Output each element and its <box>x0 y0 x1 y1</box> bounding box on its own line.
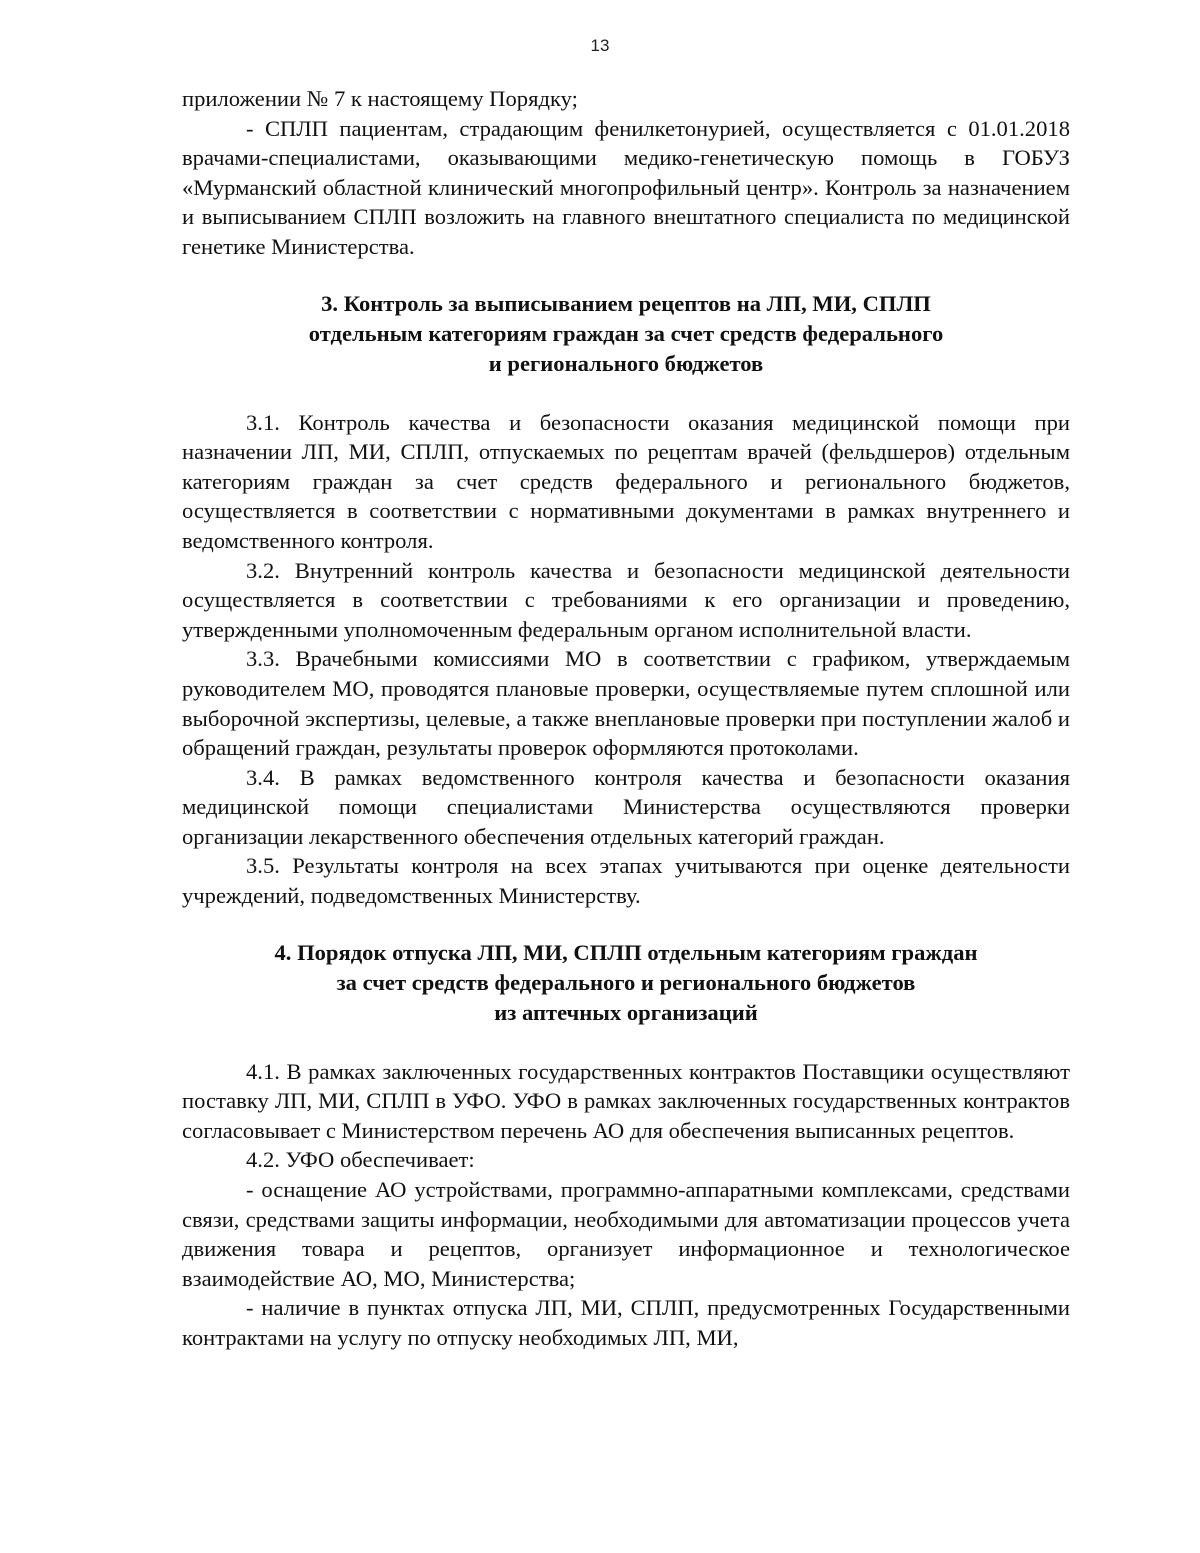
heading-line: из аптечных организаций <box>494 999 758 1025</box>
paragraph-3-1: 3.1. Контроль качества и безопасности оказания медицинской помощи при назначении ЛП, МИ, СПЛП, отпускаемых по рецептам врачей (фельдшеров) отдельным категориям граждан за счет средств федерального и регионального бюджетов, осуществляется в соответствии с нормативными документами в рамках внутреннего и ведомственного контроля. <box>182 409 1070 553</box>
paragraph-3-2: 3.2. Внутренний контроль качества и безопасности медицинской деятельности осуществляется в соответствии с требованиями к его организации и проведению, утвержденными уполномоченным федеральным органом исполнительной власти. <box>182 557 1070 642</box>
section-heading-4 <box>182 938 1070 1028</box>
heading-line: 4. Порядок отпуска ЛП, МИ, СПЛП отдельным категориям граждан <box>274 939 978 965</box>
paragraph-3-5: 3.5. Результаты контроля на всех этапах учитываются при оценке деятельности учреждений, подведомственных Министерству. <box>182 853 1070 909</box>
paragraph: приложении № 7 к настоящему Порядку; <box>182 86 578 111</box>
heading-line: и регионального бюджетов <box>488 350 764 376</box>
list-item: - оснащение АО устройствами, программно-аппаратными комплексами, средствами связи, средствами защиты информации, необходимыми для автоматизации процессов учета движения товара и рецептов, организует информационное и технологическое взаимодействие АО, МО, Министерства; <box>182 1177 1070 1291</box>
paragraph: - СПЛП пациентам, страдающим фенилкетонурией, осуществляется с 01.01.2018 врачами-специалистами, оказывающими медико-генетическую помощь в ГОБУЗ «Мурманский областной клинический многопрофильный центр». Контроль за назначением и выписыванием СПЛП возложить на главного внештатного специалиста по медицинской генетике Министерства. <box>182 115 1070 259</box>
heading-line: отдельным категориям граждан за счет средств федерального <box>308 320 944 346</box>
paragraph-3-3: 3.3. Врачебными комиссиями МО в соответствии с графиком, утверждаемым руководителем МО, проводятся плановые проверки, осуществляемые путем сплошной или выборочной экспертизы, целевые, а также внеплановые проверки при поступлении жалоб и обращений граждан, результаты проверок оформляются протоколами. <box>182 646 1070 761</box>
page-number: 13 <box>590 36 610 55</box>
paragraph-4-2: 4.2. УФО обеспечивает: <box>246 1147 475 1173</box>
heading-line: за счет средств федерального и регионального бюджетов <box>336 969 916 995</box>
document-body <box>182 84 1070 1353</box>
paragraph-4-1: 4.1. В рамках заключенных государственных контрактов Поставщики осуществляют поставку ЛП, МИ, СПЛП в УФО. УФО в рамках заключенных государственных контрактов согласовывает с Министерством перечень АО для обеспечения выписанных рецептов. <box>182 1058 1070 1143</box>
paragraph-3-4: 3.4. В рамках ведомственного контроля качества и безопасности оказания медицинской помощи специалистами Министерства осуществляются проверки организации лекарственного обеспечения отдельных категорий граждан. <box>182 764 1070 849</box>
heading-line: 3. Контроль за выписыванием рецептов на ЛП, МИ, СПЛП <box>321 290 931 316</box>
list-item: - наличие в пунктах отпуска ЛП, МИ, СПЛП, предусмотренных Государственными контрактами на услугу по отпуску необходимых ЛП, МИ, <box>182 1295 1070 1350</box>
section-heading-3 <box>182 289 1070 379</box>
